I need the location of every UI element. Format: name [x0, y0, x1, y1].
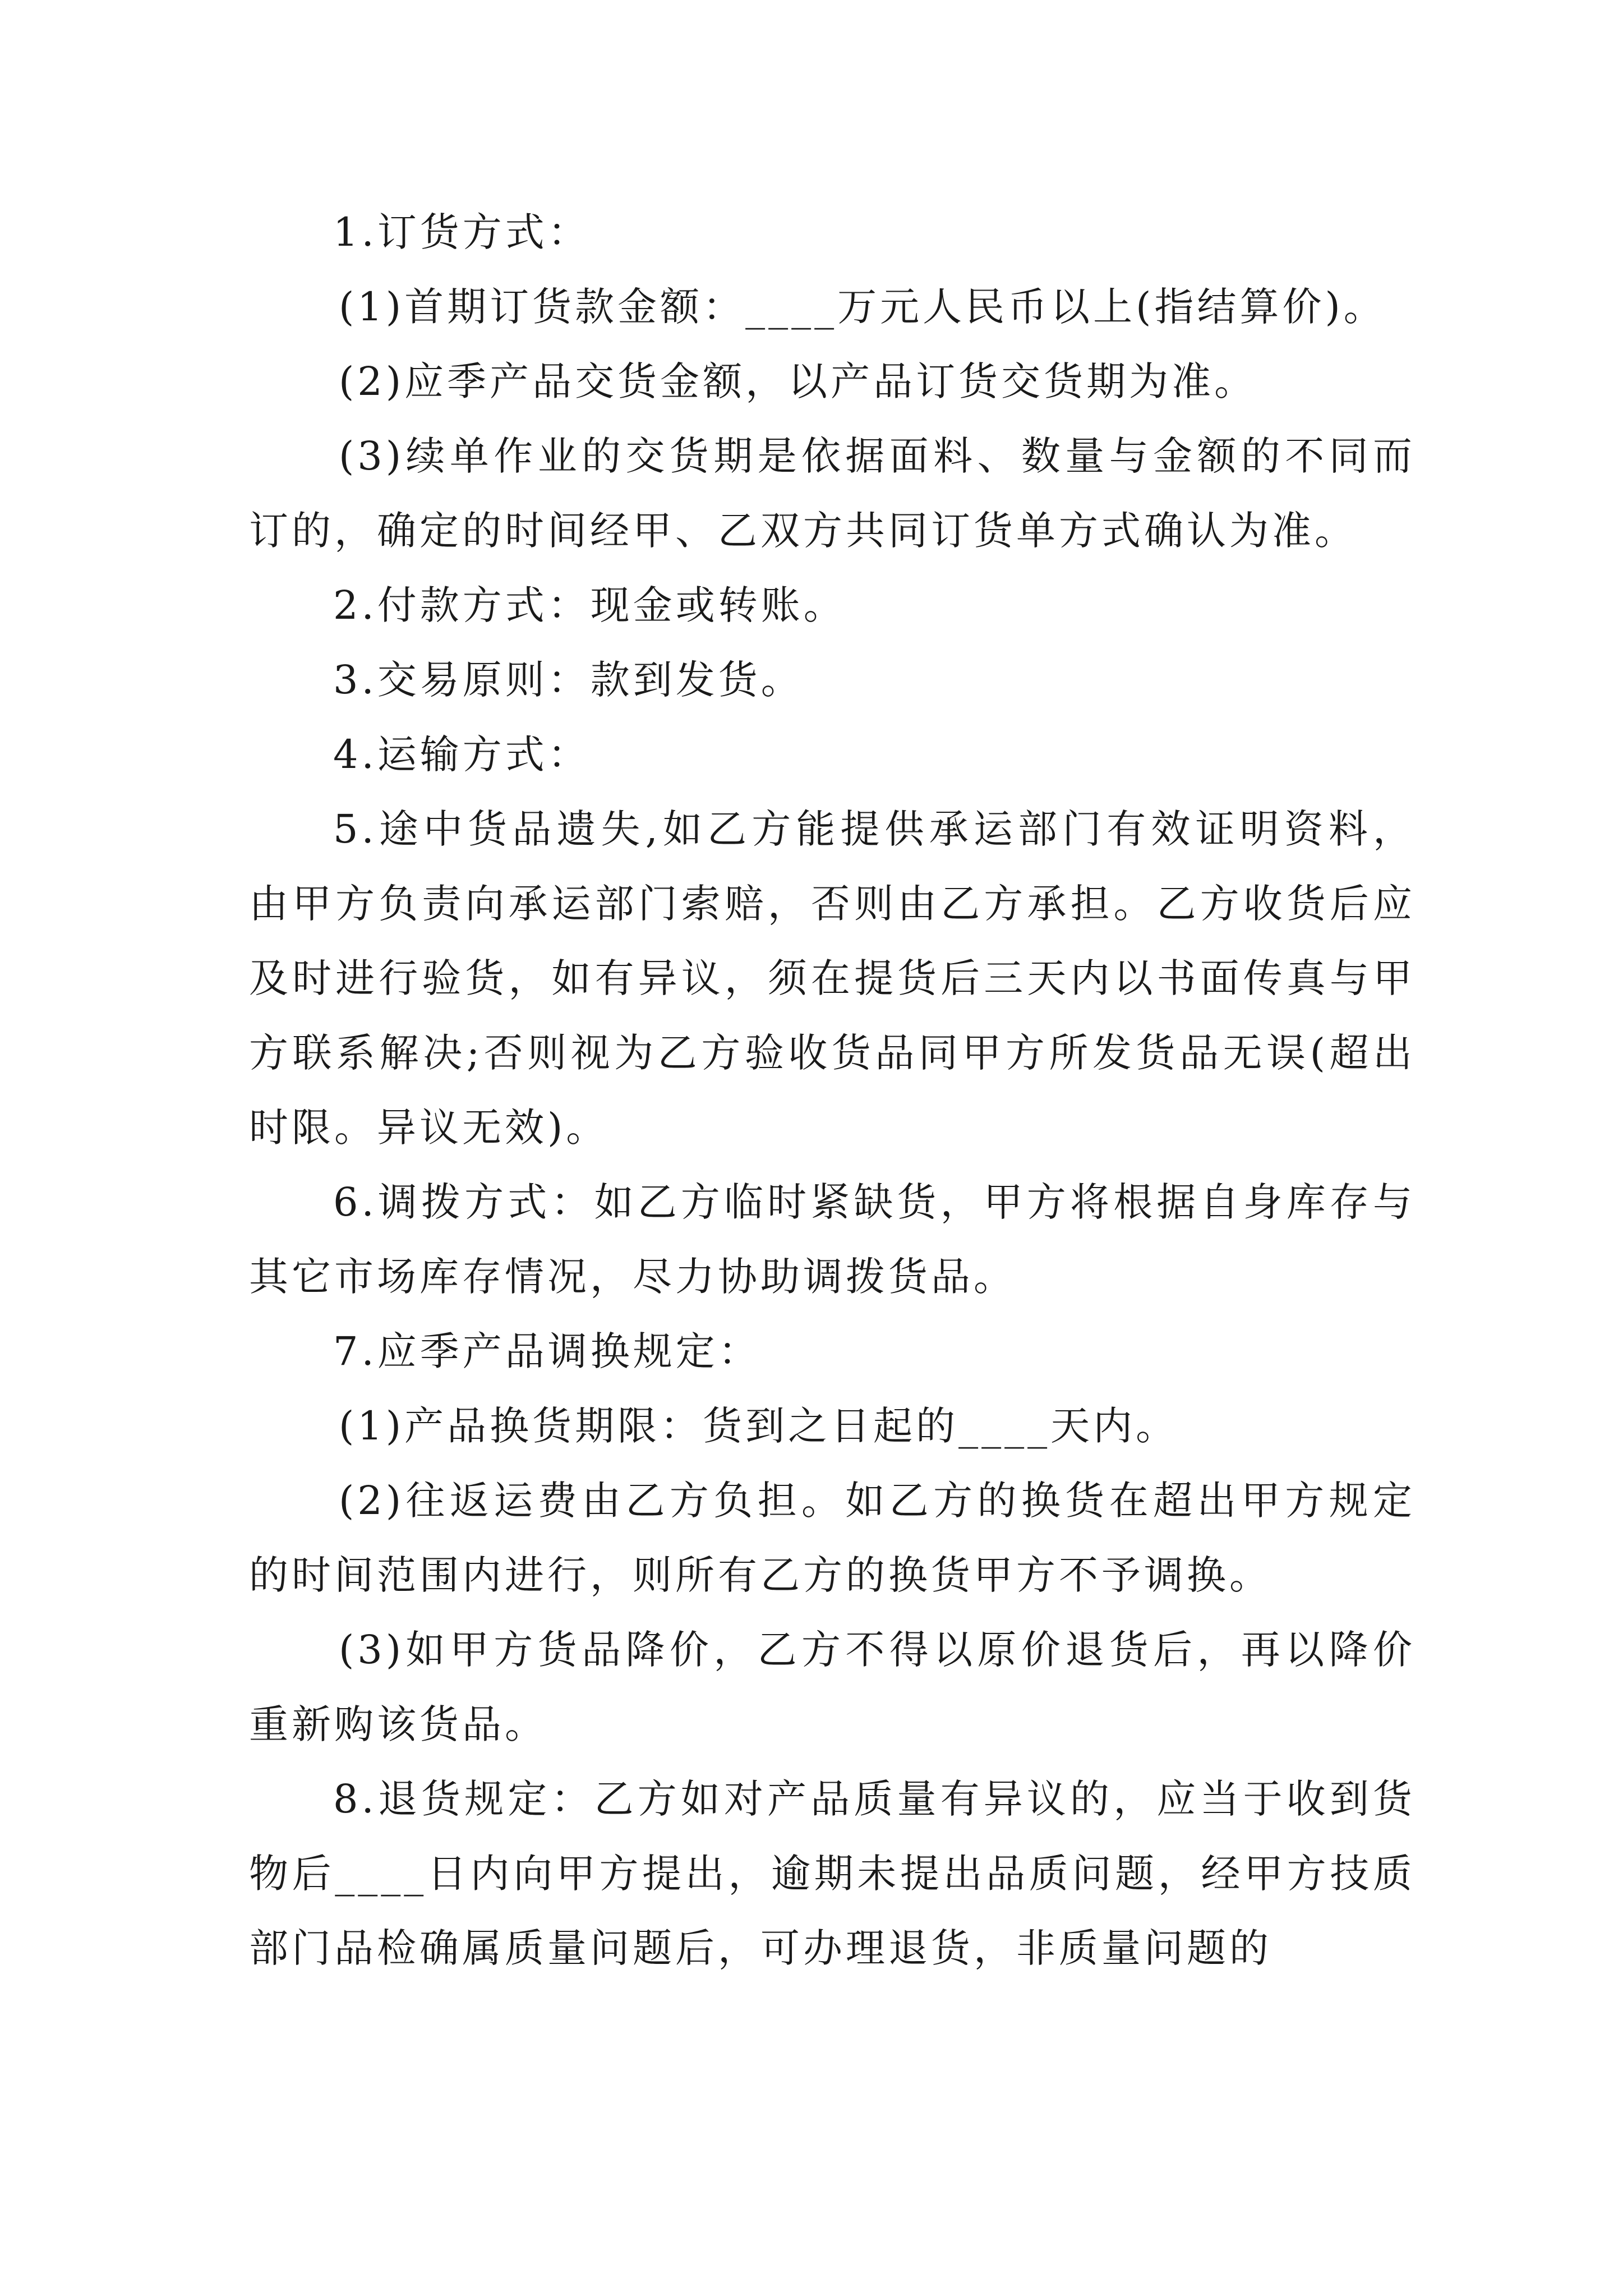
- clause-2: 2.付款方式：现金或转账。: [333, 582, 846, 628]
- clause-3: 3.交易原则：款到发货。: [333, 657, 804, 703]
- clause-1-item-3: (3)续单作业的交货期是依据面料、数量与金额的不同而订的，确定的时间经甲、乙双方共同订货单方式确认为准。: [249, 433, 1415, 554]
- clause-6: 6.调拨方式：如乙方临时紧缺货，甲方将根据自身库存与其它市场库存情况，尽力协助调拨货品。: [249, 1179, 1415, 1300]
- clause-7-item-2: (2)往返运费由乙方负担。如乙方的换货在超出甲方规定的时间范围内进行，则所有乙方的换货甲方不予调换。: [249, 1478, 1415, 1598]
- clause-7-heading: 7.应季产品调换规定：: [333, 1328, 761, 1374]
- document-body: [249, 195, 1415, 1986]
- clause-4: 4.运输方式：: [333, 731, 591, 777]
- clause-7-item-1: (1)产品换货期限：货到之日起的____天内。: [339, 1403, 1179, 1449]
- clause-1-item-1: (1)首期订货款金额：____万元人民币以上(指结算价)。: [339, 284, 1386, 330]
- clause-8: 8.退货规定：乙方如对产品质量有异议的，应当于收到货物后____日内向甲方提出，逾期未提出品质问题，经甲方技质部门品检确属质量问题后，可办理退货，非质量问题的: [249, 1776, 1415, 1971]
- clause-5: 5.途中货品遗失,如乙方能提供承运部门有效证明资料，由甲方负责向承运部门索赔，否则由乙方承担。乙方收货后应及时进行验货，如有异议，须在提货后三天内以书面传真与甲方联系解决;否则视为乙方验收货品同甲方所发货品无误(超出时限。异议无效)。: [249, 806, 1415, 1151]
- clause-1-heading: 1.订货方式：: [333, 209, 591, 255]
- clause-1-item-2: (2)应季产品交货金额，以产品订货交货期为准。: [339, 358, 1257, 404]
- clause-7-item-3: (3)如甲方货品降价，乙方不得以原价退货后，再以降价重新购该货品。: [249, 1627, 1415, 1747]
